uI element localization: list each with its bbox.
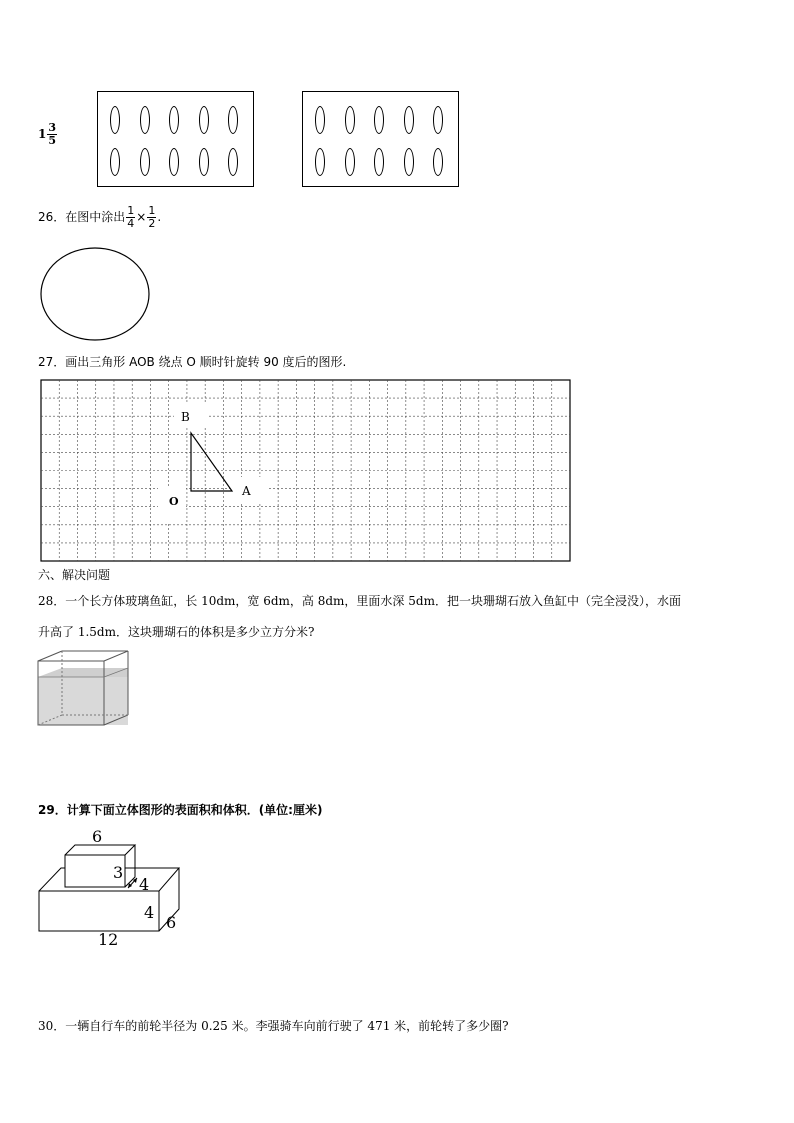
q26-times: × [136,210,147,224]
q28-water-front [38,677,128,725]
q25-oval [345,106,355,134]
q29-dim-bot-len: 12 [98,930,119,949]
q27-grid-figure [40,379,572,563]
q25-oval [169,148,179,176]
q28-fish-tank-figure [36,649,132,729]
q25-oval [140,148,150,176]
q29-bottom-front [39,891,159,931]
q29-dim-top-h: 3 [113,863,124,882]
q28-line-2: 升高了 1.5dm．这块珊瑚石的体积是多少立方分米? [38,625,315,639]
q25-oval [315,106,325,134]
q29-dim-bot-h: 4 [144,903,155,922]
q25-oval [169,106,179,134]
q25-mixed-number [38,122,58,147]
q29-top-side [125,845,135,887]
q29-dim-bot-w: 6 [166,913,177,932]
q25-oval [433,106,443,134]
q27-prompt: 27．画出三角形 AOB 绕点 O 顺时针旋转 90 度后的图形. [38,355,347,369]
q27-grid-lines [41,380,570,561]
q29-dim-top-len: 6 [92,827,103,846]
q26-prompt [38,205,161,230]
q29-prompt: 29．计算下面立体图形的表面积和体积．(单位:厘米) [38,803,323,817]
section-title: 六、解决问题 [38,568,111,582]
q26-circle [41,248,149,340]
q27-label-o: O [169,495,179,508]
q26-fraction-1: $\frac{1}{4}$ [127,204,135,230]
q25-oval-box-1 [97,91,254,187]
q27-label-a: A [242,484,251,498]
q27-triangle-aob [191,433,232,491]
q26-fraction-2: $\frac{1}{2}$ [148,204,156,230]
q28-water-surface [38,668,128,677]
q26-circle-figure [38,245,154,345]
q25-oval [228,106,238,134]
q25-oval [345,148,355,176]
q26-suffix: . [157,210,162,224]
q29-top-top [65,845,135,855]
q25-oval [199,148,209,176]
q27-label-b: B [181,410,190,424]
q25-oval [110,148,120,176]
q25-fraction: $\frac{3}{5}$ [48,121,57,147]
q25-oval [110,106,120,134]
q25-oval [315,148,325,176]
q29-dim-top-w: 4 [139,875,150,894]
q25-oval [199,106,209,134]
q25-oval [404,106,414,134]
q25-oval [374,148,384,176]
q25-oval [228,148,238,176]
q30-prompt: 30．一辆自行车的前轮半径为 0.25 米。李强骑车向前行驶了 471 米，前轮转了多少圈? [38,1019,509,1033]
q29-solid-figure [34,824,190,950]
q27-label-b-bg [174,403,208,427]
q25-oval [433,148,443,176]
q25-whole: 1 [38,127,47,141]
q25-oval [374,106,384,134]
q25-oval [140,106,150,134]
q28-line-1: 28．一个长方体玻璃鱼缸，长 10dm，宽 6dm，高 8dm，里面水深 5dm．把一块珊瑚石放入鱼缸中（完全浸没），水面 [38,594,681,608]
q26-prefix: 26．在图中涂出 [38,210,126,224]
q25-oval-box-2 [302,91,459,187]
q25-oval [404,148,414,176]
